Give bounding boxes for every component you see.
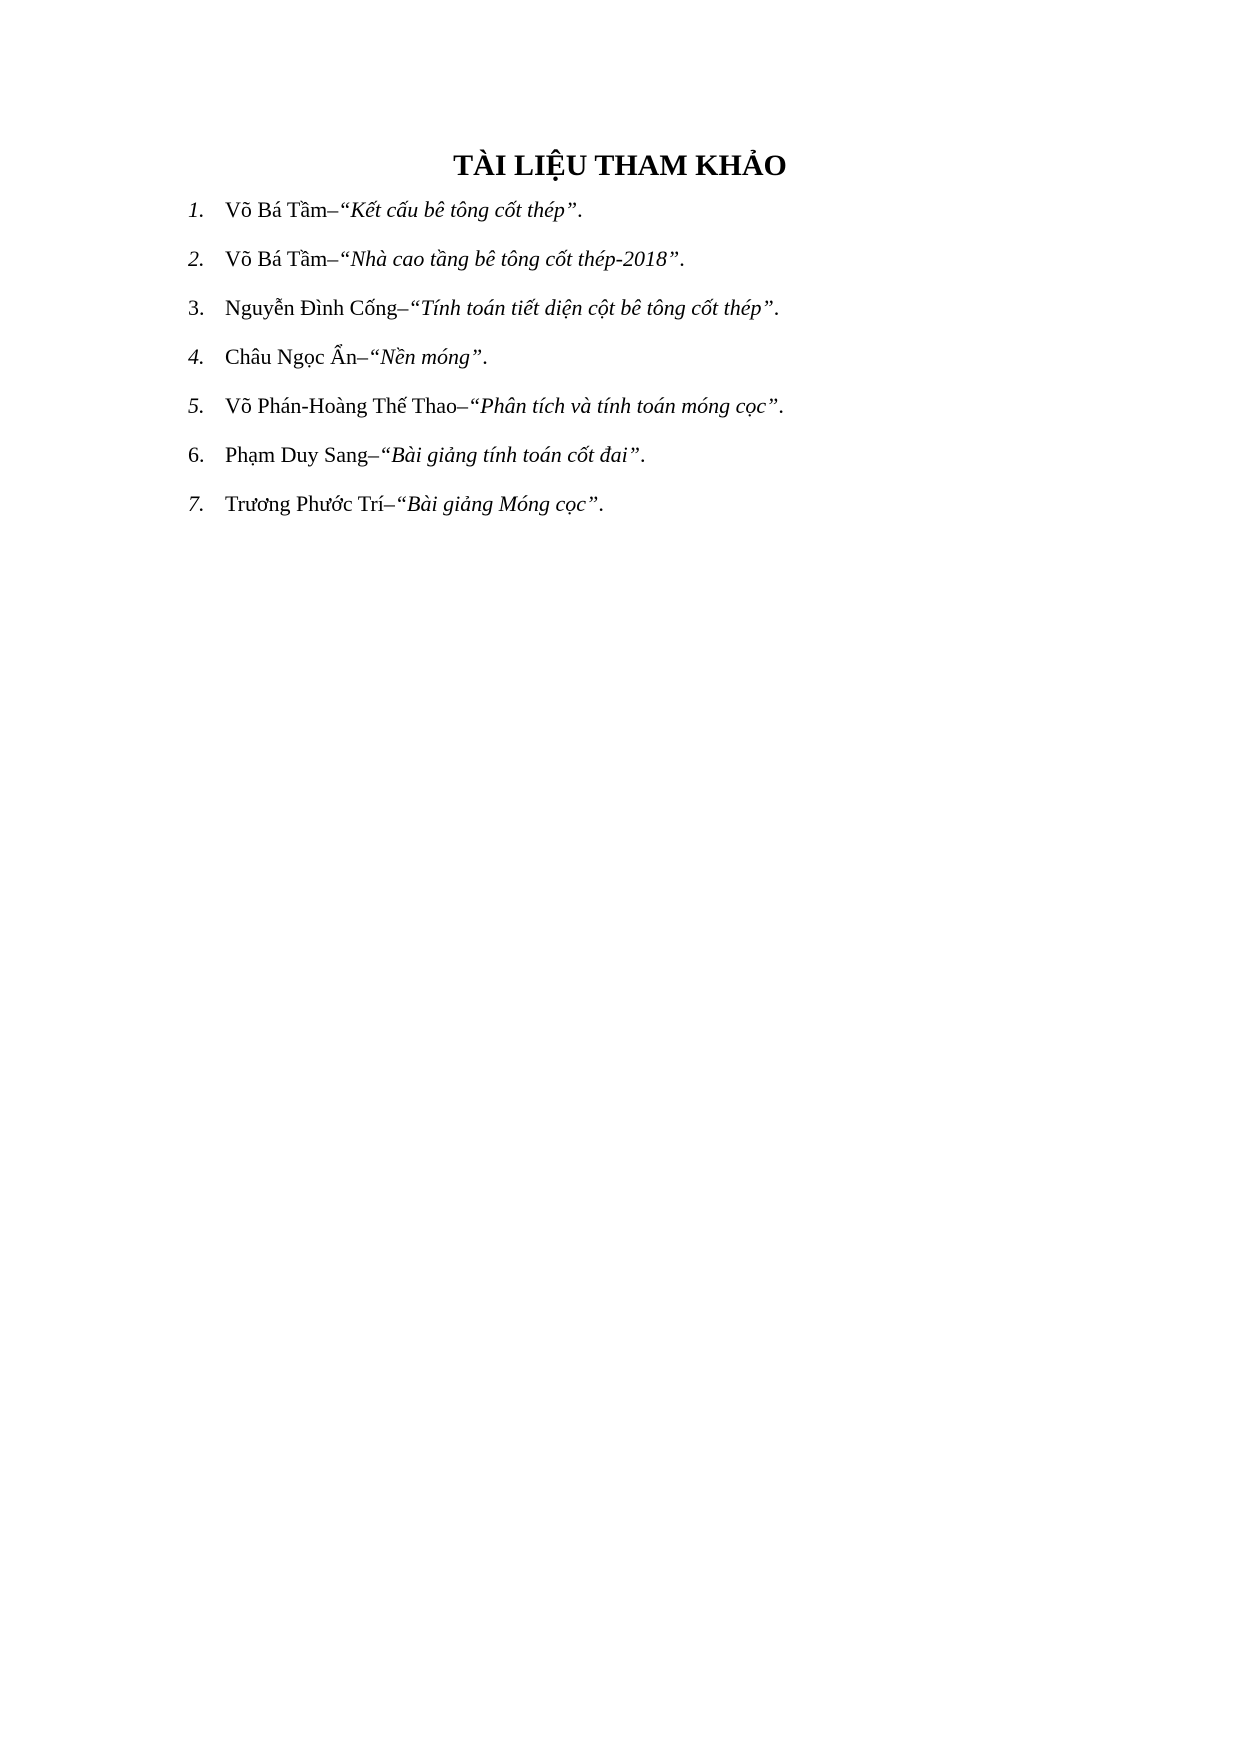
reference-end: . xyxy=(778,393,784,418)
reference-title: “Tính toán tiết diện cột bê tông cốt thép” xyxy=(408,295,774,320)
reference-title: “Bài giảng Móng cọc” xyxy=(394,491,599,516)
reference-item xyxy=(188,245,1148,294)
reference-author: Võ Bá Tầm xyxy=(225,197,328,222)
reference-separator: – xyxy=(327,197,339,222)
reference-number: 6. xyxy=(188,442,205,467)
reference-title: “Bài giảng tính toán cốt đai” xyxy=(379,442,640,467)
page-title: TÀI LIỆU THAM KHẢO xyxy=(453,149,787,182)
reference-number: 2. xyxy=(188,246,205,271)
reference-number: 3. xyxy=(188,295,205,320)
reference-item xyxy=(188,490,1148,539)
reference-separator: – xyxy=(327,246,339,271)
reference-author: Trương Phước Trí xyxy=(225,491,384,516)
reference-title: “Nền móng” xyxy=(367,344,483,369)
reference-end: . xyxy=(577,197,583,222)
reference-separator: – xyxy=(356,344,368,369)
reference-author: Võ Bá Tầm xyxy=(225,246,328,271)
reference-author: Châu Ngọc Ẩn xyxy=(225,344,357,369)
reference-number: 5. xyxy=(188,393,205,418)
reference-title: “Phân tích và tính toán móng cọc” xyxy=(467,393,779,418)
reference-item xyxy=(188,441,1148,490)
reference-author: Phạm Duy Sang xyxy=(225,442,368,467)
reference-title: “Nhà cao tầng bê tông cốt thép-2018” xyxy=(338,246,680,271)
reference-end: . xyxy=(773,295,780,320)
reference-separator: – xyxy=(397,295,409,320)
reference-separator: – xyxy=(456,393,468,418)
reference-separator: – xyxy=(383,491,395,516)
reference-author: Võ Phán-Hoàng Thế Thao xyxy=(225,393,457,418)
reference-item xyxy=(188,392,1148,441)
reference-list xyxy=(188,196,1148,539)
reference-number: 1. xyxy=(188,197,205,222)
reference-item xyxy=(188,294,1148,343)
reference-end: . xyxy=(639,442,646,467)
reference-end: . xyxy=(679,246,685,271)
reference-item xyxy=(188,196,1148,245)
reference-number: 7. xyxy=(188,491,205,516)
reference-end: . xyxy=(482,344,488,369)
reference-author: Nguyễn Đình Cống xyxy=(225,295,398,320)
reference-number: 4. xyxy=(188,344,205,369)
reference-title: “Kết cấu bê tông cốt thép” xyxy=(338,197,578,222)
reference-item xyxy=(188,343,1148,392)
reference-separator: – xyxy=(368,442,379,467)
reference-end: . xyxy=(598,491,604,516)
